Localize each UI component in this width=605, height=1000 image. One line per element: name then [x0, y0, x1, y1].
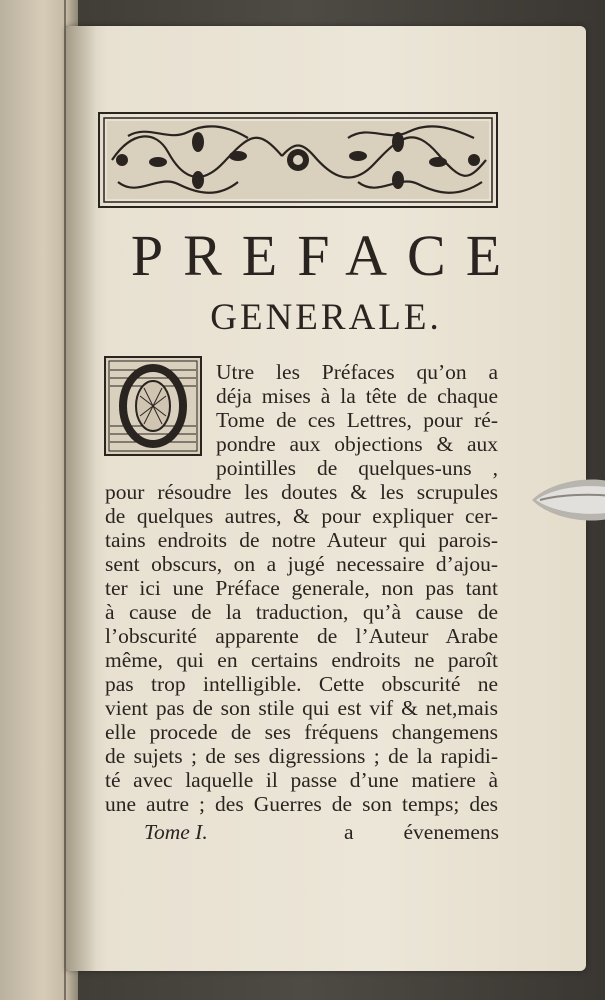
text-line: Utre les Préfaces qu’on a	[216, 360, 498, 384]
text-line: Tome de ces Lettres, pour ré-	[216, 408, 498, 432]
text-line: elle procede de ses fréquens changemens	[105, 720, 498, 744]
text-line: ter ici une Préface generale, non pas tant	[105, 576, 498, 600]
text-line: de sujets ; de ses digressions ; de la rapidi-	[105, 744, 498, 768]
text-line: sent obscurs, on a jugé necessaire d’ajou-	[105, 552, 498, 576]
page-holder-clip-icon	[532, 474, 605, 526]
page-title: PREFACE	[130, 223, 522, 288]
text-line: pour résoudre les doutes & les scrupules	[105, 480, 498, 504]
gutter-shadow	[66, 26, 96, 971]
book-page	[66, 26, 586, 971]
page-subtitle: GENERALE.	[210, 297, 442, 338]
text-line: pointilles de quelques-uns ,	[216, 456, 498, 480]
text-line: de quelques autres, & pour expliquer cer-	[105, 504, 498, 528]
text-line: tains endroits de notre Auteur qui parois-	[105, 528, 498, 552]
page-footer	[144, 820, 499, 846]
text-line: déja mises à la tête de chaque	[216, 384, 498, 408]
decorated-drop-cap	[104, 356, 202, 456]
text-line: té avec laquelle il passe d’une matiere à	[105, 768, 498, 792]
catchword: évenemens	[403, 820, 499, 844]
ornamental-headpiece	[98, 112, 498, 208]
text-line: l’obscurité apparente de l’Auteur Arabe	[105, 624, 498, 648]
signature-mark: a	[344, 820, 354, 844]
text-line: vient pas de son stile qui est vif & net,mais	[105, 696, 498, 720]
text-line: une autre ; des Guerres de son temps; des	[105, 792, 498, 816]
text-line: à cause de la traduction, qu’à cause de	[105, 600, 498, 624]
signature-label: Tome I.	[144, 820, 208, 844]
text-line: même, qui en certains endroits ne paroît	[105, 648, 498, 672]
text-line: pas trop intelligible. Cette obscurité ne	[105, 672, 498, 696]
text-line: pondre aux objections & aux	[216, 432, 498, 456]
